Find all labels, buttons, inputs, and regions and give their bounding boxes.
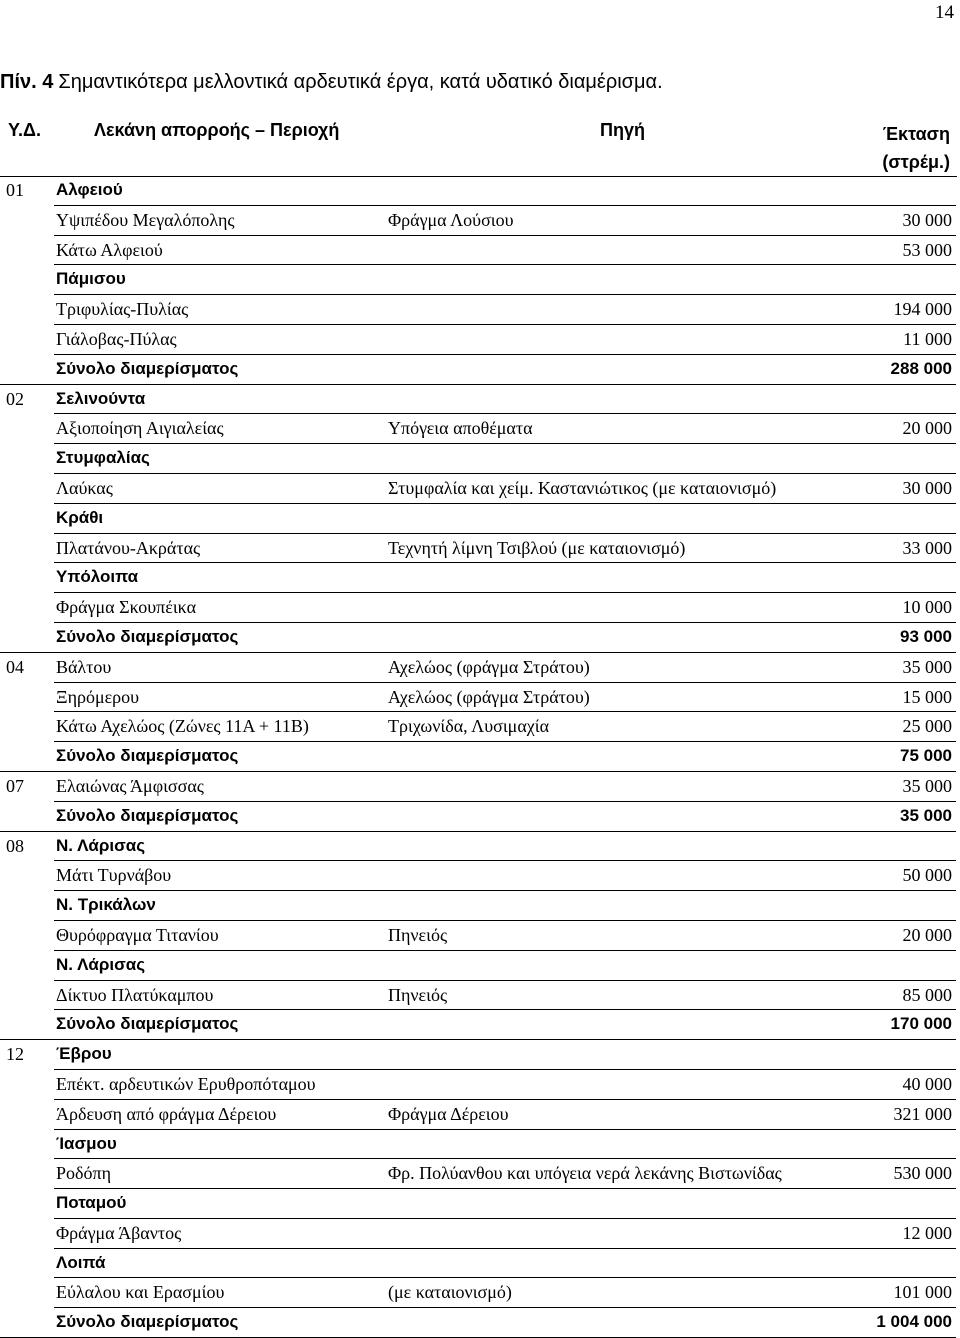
area-value: 53 000 [902, 239, 952, 260]
region-name: Ν. Τρικάλων [56, 895, 156, 915]
group-row [0, 444, 960, 474]
table-row [0, 712, 960, 742]
total-area: 1 004 000 [876, 1312, 952, 1332]
region-name: Αλφειού [56, 180, 123, 199]
header-yd: Υ.Δ. [8, 120, 41, 140]
total-area: 170 000 [890, 1014, 952, 1034]
table-body [0, 176, 960, 1338]
header-source: Πηγή [600, 120, 645, 140]
group-row [0, 385, 960, 415]
group-row [0, 1130, 960, 1160]
total-label: Σύνολο διαμερίσματος [56, 1312, 239, 1332]
table-row [0, 1159, 960, 1189]
table-row [0, 325, 960, 355]
table-row [0, 206, 960, 236]
table-caption [0, 71, 663, 94]
region-name: Επέκτ. αρδευτικών Ερυθροπόταμου [56, 1073, 316, 1094]
table-row [0, 236, 960, 266]
division-code: 07 [6, 775, 24, 796]
group-row [0, 951, 960, 981]
area-value: 50 000 [902, 865, 952, 886]
table-row [0, 593, 960, 623]
area-value: 321 000 [893, 1103, 952, 1124]
region-name: Άρδευση από φράγμα Δέρειου [56, 1103, 277, 1124]
water-source: Υπόγεια αποθέματα [388, 418, 533, 439]
region-name: Κράθι [56, 507, 104, 527]
region-name: Βάλτου [56, 656, 112, 677]
total-area: 288 000 [890, 358, 952, 378]
table-header [0, 118, 960, 176]
area-value: 10 000 [902, 597, 952, 618]
table-row [0, 295, 960, 325]
table-row [0, 921, 960, 951]
group-row [0, 832, 960, 862]
area-value: 15 000 [902, 686, 952, 707]
division-code: 02 [6, 388, 24, 409]
total-row [0, 623, 960, 653]
total-area: 93 000 [900, 626, 952, 646]
area-value: 33 000 [902, 537, 952, 558]
area-value: 30 000 [902, 477, 952, 498]
water-source: Τεχνητή λίμνη Τσιβλού (με καταιονισμό) [388, 537, 686, 558]
water-source: Φρ. Πολύανθου και υπόγεια νερά λεκάνης Βιστωνίδας [388, 1163, 782, 1184]
region-name: Τριφυλίας-Πυλίας [56, 299, 189, 320]
region-name: Δίκτυο Πλατύκαμπου [56, 984, 214, 1005]
caption-label: Πίν. 4 [0, 71, 54, 93]
header-area-line1: Έκταση [882, 124, 950, 144]
region-name: Στυμφαλίας [56, 448, 150, 468]
region-name: Κάτω Αλφειού [56, 239, 163, 260]
group-row [0, 504, 960, 534]
water-source: Φράγμα Δέρειου [388, 1103, 509, 1124]
division-code: 01 [6, 180, 24, 200]
region-name: Ξηρόμερου [56, 686, 140, 707]
table-row [0, 861, 960, 891]
table-row [0, 1100, 960, 1130]
area-value: 20 000 [902, 418, 952, 439]
region-name: Ποταμού [56, 1193, 127, 1213]
area-value: 101 000 [893, 1282, 952, 1303]
region-name: Λαύκας [56, 477, 113, 498]
page-number: 14 [935, 2, 954, 23]
region-name: Πάμισου [56, 269, 126, 289]
table-row [0, 772, 960, 802]
area-value: 30 000 [902, 209, 952, 230]
total-label: Σύνολο διαμερίσματος [56, 805, 239, 825]
group-row [0, 891, 960, 921]
water-source: Αχελώος (φράγμα Στράτου) [388, 656, 590, 677]
area-value: 194 000 [893, 299, 952, 320]
division-code: 08 [6, 835, 24, 856]
region-name: Υπόλοιπα [56, 567, 139, 587]
total-row [0, 742, 960, 772]
region-name: Κάτω Αχελώος (Ζώνες 11Α + 11Β) [56, 716, 309, 737]
region-name: Ίασμου [56, 1133, 117, 1153]
region-name: Γιάλοβας-Πύλας [56, 328, 177, 349]
group-row [0, 563, 960, 593]
total-label: Σύνολο διαμερίσματος [56, 626, 239, 646]
table-row [0, 1278, 960, 1308]
area-value: 12 000 [902, 1222, 952, 1243]
region-name: Εύλαλου και Ερασμίου [56, 1282, 225, 1303]
region-name: Ροδόπη [56, 1163, 111, 1184]
header-area [882, 120, 950, 176]
table-row [0, 1219, 960, 1249]
table-row [0, 683, 960, 713]
area-value: 35 000 [902, 775, 952, 796]
total-row [0, 1308, 960, 1338]
water-source: Φράγμα Λούσιου [388, 209, 514, 230]
table-row [0, 414, 960, 444]
total-label: Σύνολο διαμερίσματος [56, 358, 239, 378]
total-label: Σύνολο διαμερίσματος [56, 746, 239, 766]
water-source: Πηνειός [388, 924, 448, 945]
table-row [0, 474, 960, 504]
header-basin: Λεκάνη απορροής – Περιοχή [94, 120, 340, 140]
area-value: 25 000 [902, 716, 952, 737]
group-row [0, 1249, 960, 1279]
region-name: Έβρου [56, 1044, 112, 1064]
region-name: Ν. Λάρισας [56, 954, 146, 974]
area-value: 11 000 [903, 328, 952, 349]
total-row [0, 802, 960, 832]
table-row [0, 981, 960, 1011]
water-source: Αχελώος (φράγμα Στράτου) [388, 686, 590, 707]
division-code: 04 [6, 656, 24, 677]
region-name: Μάτι Τυρνάβου [56, 865, 172, 886]
region-name: Ν. Λάρισας [56, 835, 146, 855]
region-name: Θυρόφραγμα Τιτανίου [56, 924, 219, 945]
total-label: Σύνολο διαμερίσματος [56, 1014, 239, 1034]
region-name: Σελινούντα [56, 388, 146, 408]
table-row [0, 1070, 960, 1100]
area-value: 35 000 [902, 656, 952, 677]
total-row [0, 355, 960, 385]
water-source: Τριχωνίδα, Λυσιμαχία [388, 716, 550, 737]
total-row [0, 1010, 960, 1040]
area-value: 40 000 [902, 1073, 952, 1094]
region-name: Φράγμα Άβαντος [56, 1222, 182, 1243]
water-source: (με καταιονισμό) [388, 1282, 512, 1303]
total-area: 35 000 [900, 805, 952, 825]
water-source: Πηνειός [388, 984, 448, 1005]
group-row [0, 176, 960, 206]
region-name: Ελαιώνας Άμφισσας [56, 775, 204, 796]
area-value: 530 000 [893, 1163, 952, 1184]
table-row [0, 534, 960, 564]
region-name: Πλατάνου-Ακράτας [56, 537, 201, 558]
header-area-line2: (στρέμ.) [882, 152, 950, 172]
division-code: 12 [6, 1044, 24, 1065]
group-row [0, 1189, 960, 1219]
group-row [0, 1040, 960, 1070]
table-row [0, 653, 960, 683]
caption-text: Σημαντικότερα μελλοντικά αρδευτικά έργα, κατά υδατικό διαμέρισμα. [58, 71, 663, 93]
total-area: 75 000 [900, 746, 952, 766]
region-name: Φράγμα Σκουπέικα [56, 597, 197, 618]
region-name: Υψιπέδου Μεγαλόπολης [56, 209, 235, 230]
region-name: Αξιοποίηση Αιγιαλείας [56, 418, 224, 439]
region-name: Λοιπά [56, 1252, 106, 1272]
area-value: 85 000 [902, 984, 952, 1005]
water-source: Στυμφαλία και χείμ. Καστανιώτικος (με καταιονισμό) [388, 477, 777, 498]
group-row [0, 265, 960, 295]
area-value: 20 000 [902, 924, 952, 945]
